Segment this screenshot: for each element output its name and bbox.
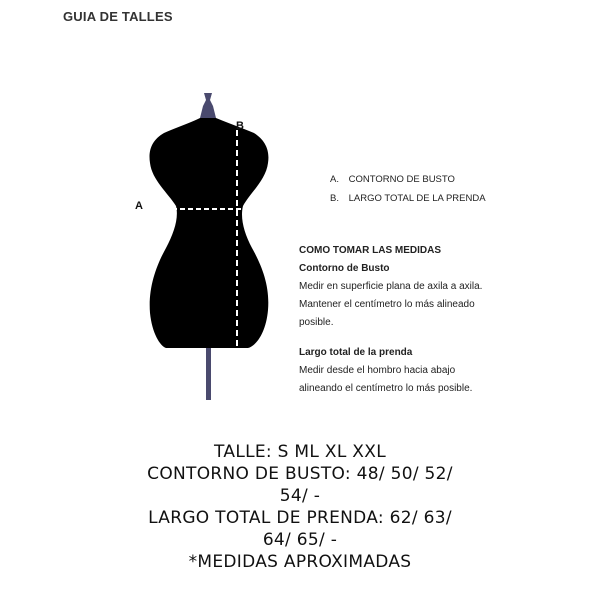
mannequin-illustration [130,88,280,403]
length-instructions-title: Largo total de la prenda [299,347,413,358]
size-chart [0,441,600,573]
mannequin-stand [206,348,211,400]
bust-measurements: CONTORNO DE BUSTO: 48/ 50/ 52/ [147,464,453,484]
length-measurements: LARGO TOTAL DE PRENDA: 62/ 63/ [148,508,452,528]
legend-letter: A. [330,174,339,185]
bust-instructions-title: Contorno de Busto [299,263,390,274]
bust-measurements-cont: 54/ - [279,486,321,506]
legend-text: LARGO TOTAL DE LA PRENDA [348,193,486,204]
diagram-label-a: A [135,200,143,212]
diagram-label-b: B [236,120,244,132]
legend-letter: B. [330,193,339,204]
legend-item-bust [330,170,486,189]
length-measurements-cont: 64/ 65/ - [262,530,338,550]
mannequin-neck-knob [203,93,213,106]
instructions-heading: COMO TOMAR LAS MEDIDAS [299,245,442,256]
legend-text: CONTORNO DE BUSTO [348,174,455,185]
approximate-note: *MEDIDAS APROXIMADAS [188,552,412,572]
size-list: TALLE: S ML XL XXL [214,442,386,462]
mannequin-torso [150,118,269,348]
measuring-instructions [299,242,569,398]
page-title: GUIA DE TALLES [63,9,173,24]
bust-instructions-line: Mantener el centímetro lo más alineado [299,299,475,310]
legend-item-length [330,189,486,208]
length-instructions-line: Medir desde el hombro hacia abajo [299,365,456,376]
bust-instructions-line: posible. [299,317,334,328]
diagram-legend [330,170,486,208]
length-instructions-line: alineando el centímetro lo más posible. [299,383,473,394]
bust-instructions-line: Medir en superficie plana de axila a axila. [299,281,483,292]
